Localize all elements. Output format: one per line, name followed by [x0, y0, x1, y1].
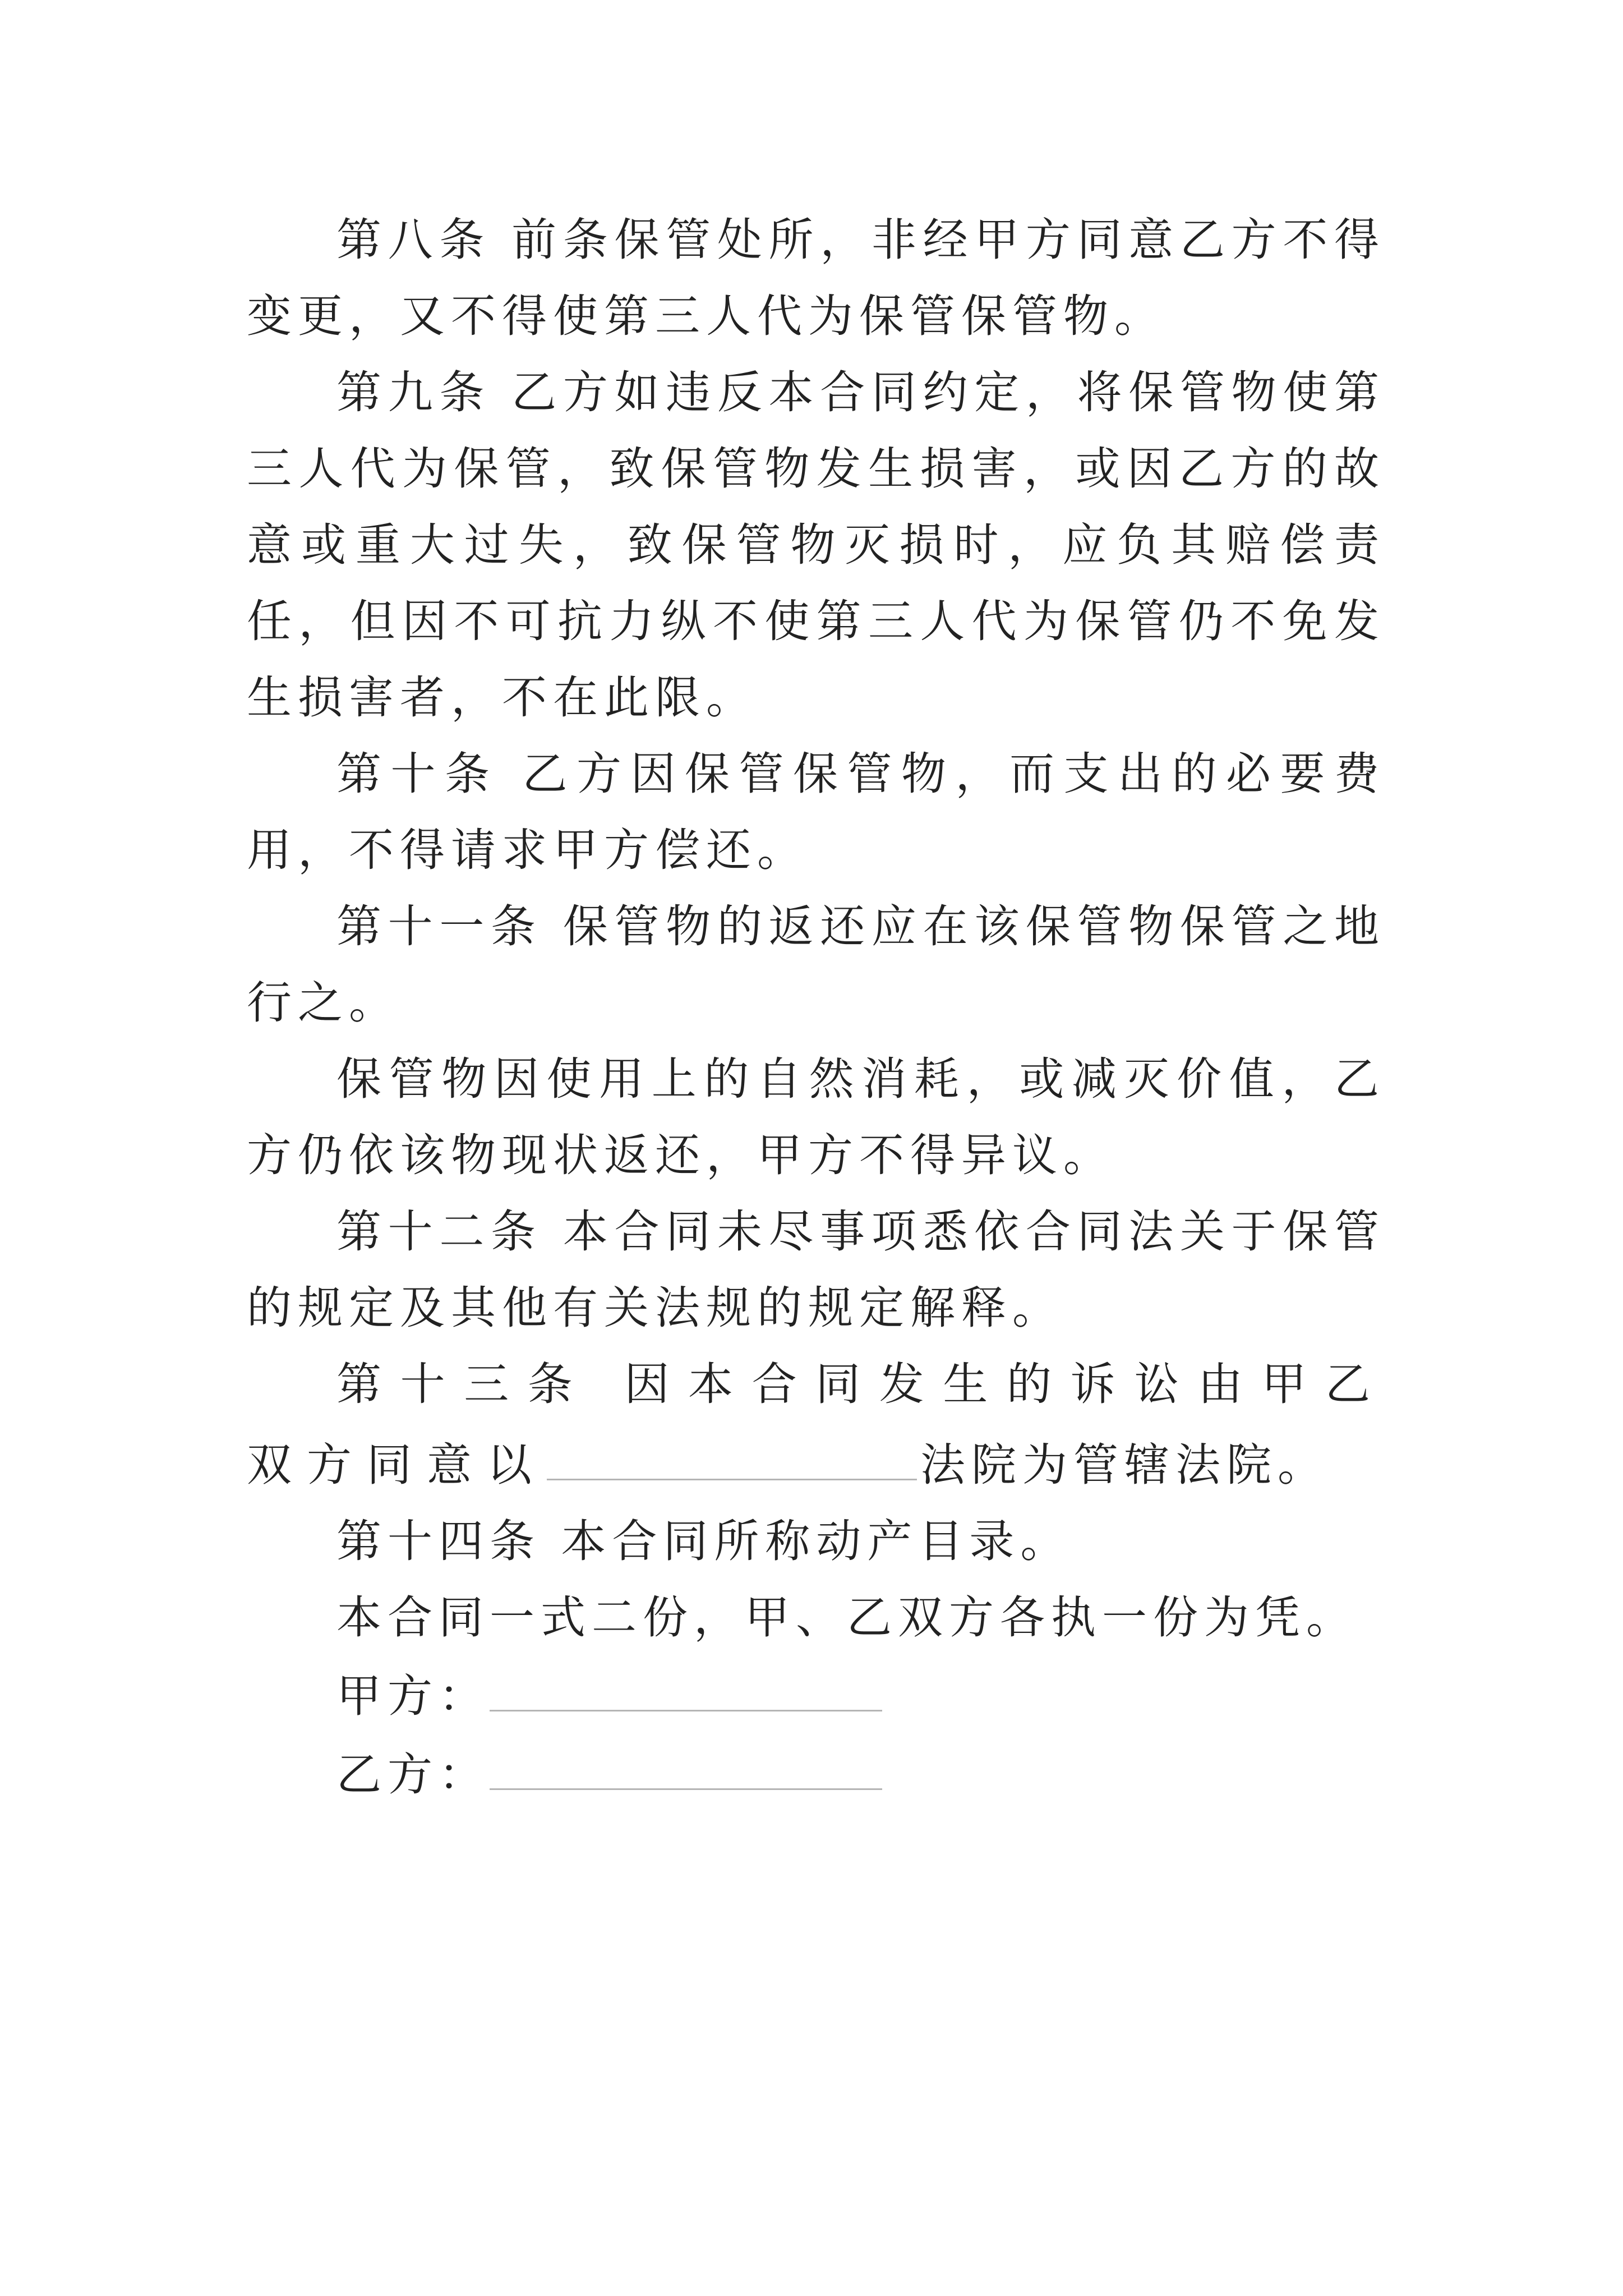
party-b-signature-line	[247, 1734, 1385, 1813]
party-a-label: 甲方：	[336, 1670, 490, 1722]
article-11: 第十一条 保管物的返还应在该保管物保管之地行之。	[247, 900, 1385, 1029]
party-b-blank[interactable]	[490, 1734, 882, 1790]
article-10: 第十条 乙方因保管保管物，而支出的必要费用，不得请求甲方偿还。	[247, 748, 1385, 876]
article-8: 第八条 前条保管处所，非经甲方同意乙方不得变更，又不得使第三人代为保管保管物。	[247, 214, 1385, 342]
article-13	[247, 1346, 1385, 1503]
article-14: 第十四条 本合同所称动产目录。	[336, 1515, 1072, 1567]
copies-clause: 本合同一式二份，甲、乙双方各执一份为凭。	[336, 1591, 1357, 1644]
article-9: 第九条 乙方如违反本合同约定，将保管物使第三人代为保管，致保管物发生损害，或因乙方的故意或重大过失，致保管物灭损时，应负其赔偿责任，但因不可抗力纵不使第三人代为保管仍不免发生损害者，不在此限。	[247, 366, 1385, 724]
article-13-text-before-blank: 第十三条 因本合同发生的诉讼由甲乙双方同意以	[247, 1358, 1385, 1491]
court-name-blank[interactable]	[547, 1423, 917, 1480]
contract-body	[247, 202, 1385, 1813]
article-13-text-after-blank: 法院为管辖法院。	[920, 1439, 1329, 1491]
article-12: 第十二条 本合同未尽事项悉依合同法关于保管的规定及其他有关法规的规定解释。	[247, 1205, 1385, 1334]
party-a-signature-line	[247, 1656, 1385, 1734]
article-11-continuation: 保管物因使用上的自然消耗，或减灭价值，乙方仍依该物现状返还，甲方不得异议。	[247, 1053, 1385, 1181]
party-a-blank[interactable]	[490, 1656, 882, 1711]
party-b-label: 乙方：	[336, 1749, 490, 1801]
